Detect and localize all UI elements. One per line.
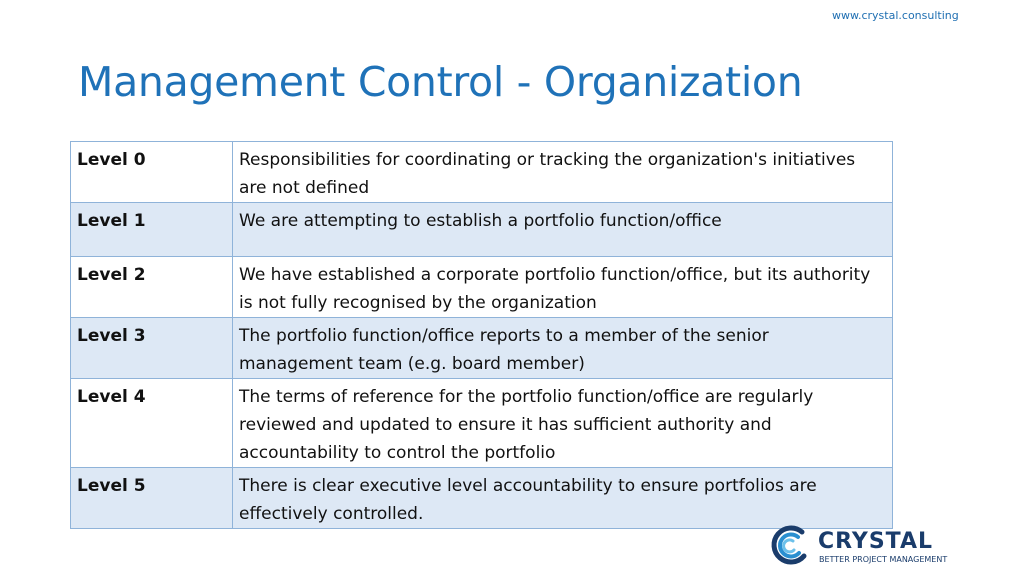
level-cell: Level 1 xyxy=(71,203,233,257)
description-cell: There is clear executive level accountability to ensure portfolios are effectively controlled. xyxy=(233,468,893,529)
level-cell: Level 2 xyxy=(71,257,233,318)
level-cell: Level 4 xyxy=(71,379,233,468)
slide-title: Management Control - Organization xyxy=(78,58,803,106)
level-cell: Level 0 xyxy=(71,142,233,203)
crystal-logo xyxy=(768,522,958,572)
table-row xyxy=(71,142,893,203)
crystal-swirl-icon xyxy=(768,522,812,570)
description-cell: We have established a corporate portfolio function/office, but its authority is not fully recognised by the organization xyxy=(233,257,893,318)
logo-name: CRYSTAL xyxy=(818,529,934,554)
table-row xyxy=(71,379,893,468)
description-cell: We are attempting to establish a portfolio function/office xyxy=(233,203,893,257)
description-cell: Responsibilities for coordinating or tracking the organization's initiatives are not defined xyxy=(233,142,893,203)
table-row xyxy=(71,257,893,318)
website-url: www.crystal.consulting xyxy=(832,9,959,22)
level-cell: Level 3 xyxy=(71,318,233,379)
level-cell: Level 5 xyxy=(71,468,233,529)
logo-tagline: BETTER PROJECT MANAGEMENT xyxy=(819,555,948,564)
description-cell: The portfolio function/office reports to a member of the senior management team (e.g. board member) xyxy=(233,318,893,379)
maturity-levels-table xyxy=(70,141,893,529)
table-row xyxy=(71,468,893,529)
description-cell: The terms of reference for the portfolio function/office are regularly reviewed and updated to ensure it has sufficient authority and accountability to control the portfolio xyxy=(233,379,893,468)
table-row xyxy=(71,203,893,257)
table-row xyxy=(71,318,893,379)
